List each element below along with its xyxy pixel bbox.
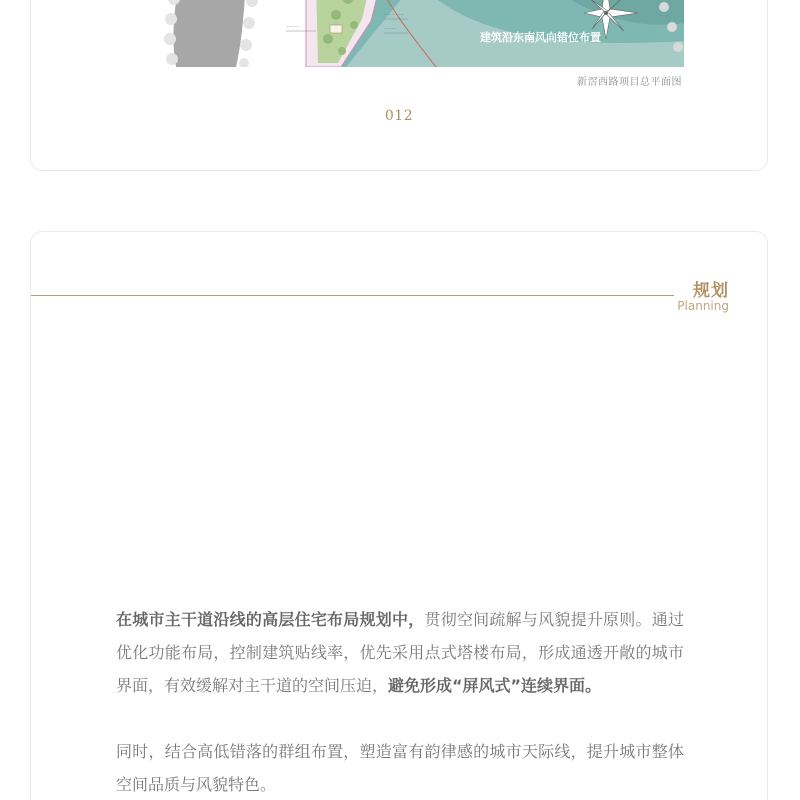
wind-rose-center (604, 11, 608, 15)
svg-text:················: ················ (384, 12, 405, 17)
paragraph-2: 同时，结合高低错落的群组布置，塑造富有韵律感的城市天际线，提升城市整体空间品质与风貌特色。 (116, 742, 684, 794)
svg-text:··········: ·········· (384, 26, 397, 31)
page-number: 012 (384, 108, 414, 124)
paragraph-1-bold-tail: 避免形成“屏风式”连续界面。 (388, 676, 602, 695)
paragraph-1 (116, 603, 684, 702)
site-plan-map (116, 0, 684, 67)
paragraph-1-bold-lead: 在城市主干道沿线的高层住宅布局规划中， (116, 610, 425, 629)
paragraph-1-text: 贯彻空间疏解与风貌提升原则。通过优化功能布局，控制建筑贴线率，优先采用点式塔楼布局，形成通透开敞的城市界面，有效缓解对主干道的空间压迫， (116, 610, 684, 695)
site-plan-card (30, 0, 768, 171)
section-subtitle: Planning (677, 299, 729, 313)
svg-text:··········: ·········· (286, 24, 299, 29)
map-title: 建筑沿东南风向错位布置 (480, 31, 601, 44)
planning-card (30, 231, 768, 800)
map-caption: 新滘西路项目总平面图 (577, 77, 682, 88)
section-divider (31, 295, 674, 296)
section-title: 规划 (693, 281, 729, 301)
site-plan-illustration (116, 0, 684, 67)
